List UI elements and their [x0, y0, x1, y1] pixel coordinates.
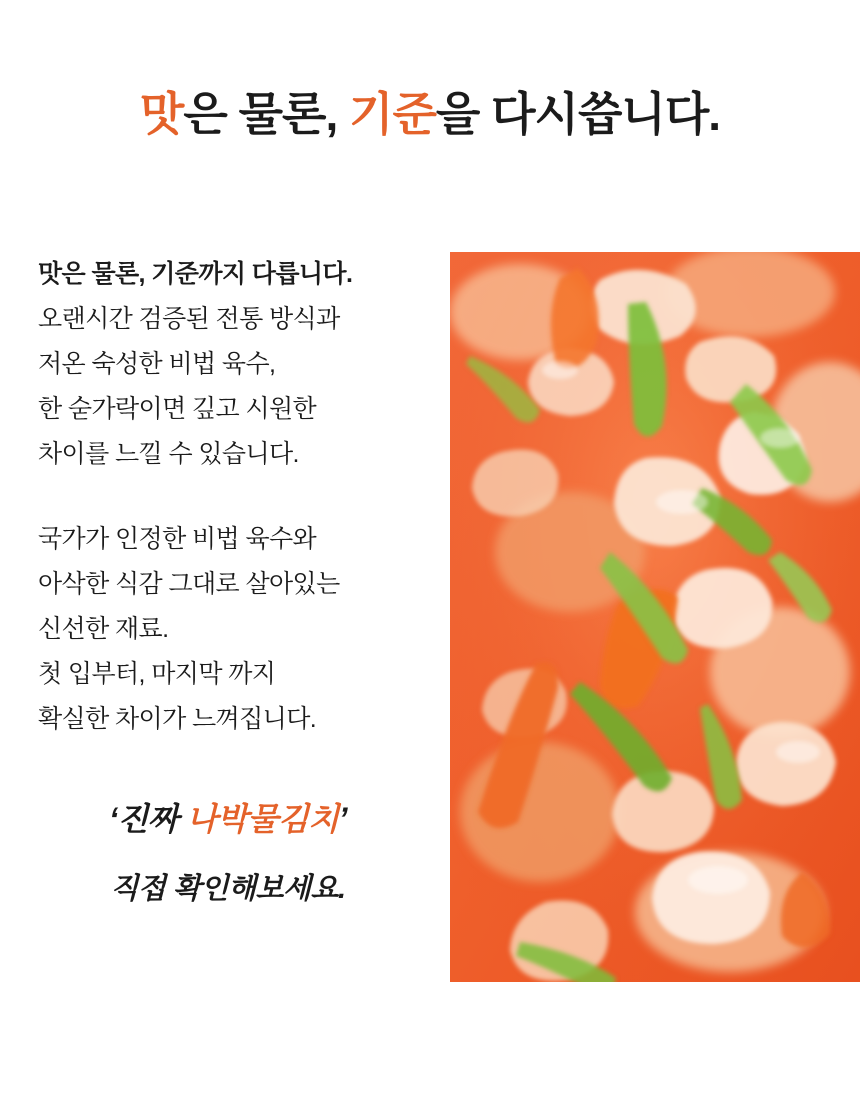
paragraph-2-line-1: 국가가 인정한 비법 육수와 [38, 525, 317, 553]
tagline-quote-close: ’ [338, 801, 348, 837]
paragraph-2-line-4: 첫 입부터, 마지막 까지 [38, 660, 276, 688]
paragraph-2 [38, 517, 438, 742]
paragraph-1-line-3: 저온 숙성한 비법 육수, [38, 350, 276, 378]
paragraph-1 [38, 252, 438, 477]
content-area [0, 252, 860, 982]
tagline-quote [38, 794, 418, 840]
tagline-sub: 직접 확인해보세요. [110, 873, 346, 905]
paragraph-1-line-1: 맛은 물론, 기준까지 다릅니다. [38, 260, 353, 288]
paragraph-1-line-5: 차이를 느낄 수 있습니다. [38, 440, 299, 468]
tagline-quote-open: ‘진짜 [108, 801, 187, 837]
paragraph-2-line-3: 신선한 재료. [38, 615, 169, 643]
kimchi-photo-illustration [450, 252, 860, 982]
text-column [38, 252, 438, 907]
paragraph-1-line-2: 오랜시간 검증된 전통 방식과 [38, 305, 340, 333]
headline-segment-accent-1: 맛 [139, 88, 184, 140]
tagline-quote-accent: 나박물김치 [186, 801, 339, 837]
paragraph-1-line-4: 한 숟가락이면 깊고 시원한 [38, 395, 317, 423]
page-title [0, 78, 860, 144]
tagline-block [38, 794, 418, 907]
headline-segment-plain-2: 을 다시씁니다. [435, 88, 721, 140]
headline-segment-plain-1: 은 물론, [183, 88, 350, 140]
headline-segment-accent-2: 기준 [349, 88, 436, 140]
paragraph-2-line-2: 아삭한 식감 그대로 살아있는 [38, 570, 340, 598]
product-photo [450, 252, 860, 982]
paragraph-2-line-5: 확실한 차이가 느껴집니다. [38, 705, 317, 733]
